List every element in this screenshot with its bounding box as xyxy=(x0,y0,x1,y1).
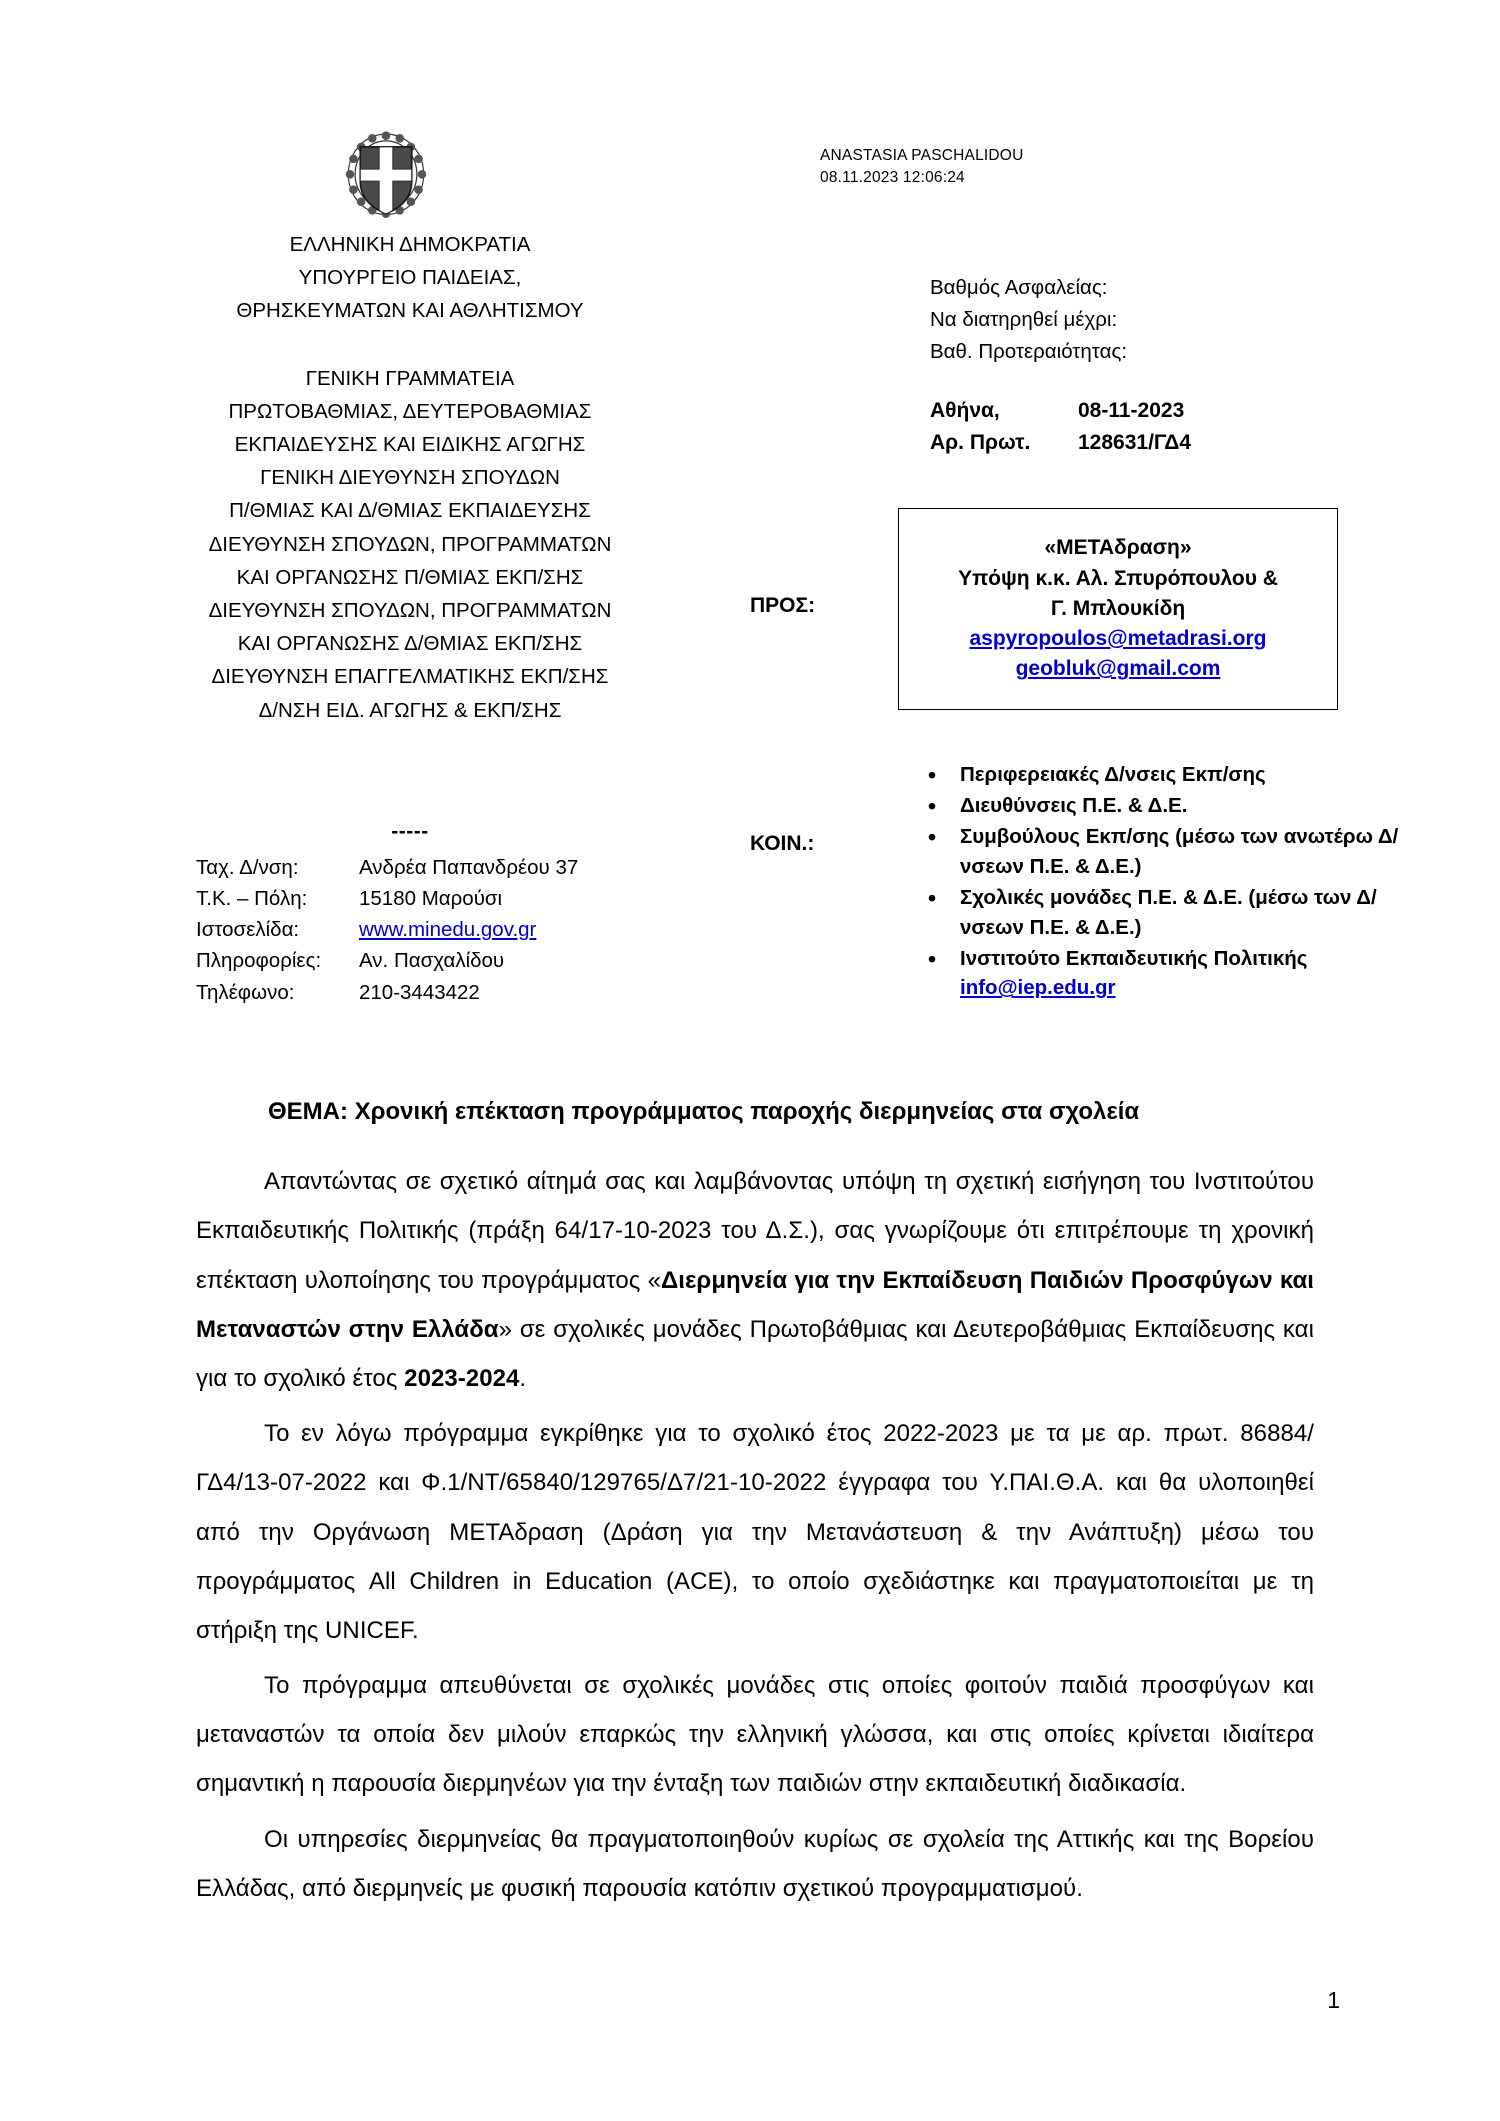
retention-label: Να διατηρηθεί μέχρι: xyxy=(930,307,1118,331)
body-paragraph: Απαντώντας σε σχετικό αίτημά σας και λαμβάνοντας υπόψη τη σχετική εισήγηση του Ινστιτούτου Εκπαιδευτικής Πολιτικής (πράξη 64/17-10-2023 του Δ.Σ.), σας γνωρίζουμε ότι επιτρέπουμε τη χρονική επέκταση υλοποίησης του προγράμματος «Διερμηνεία για την Εκπαίδευση Παιδιών Προσφύγων και Μεταναστών στην Ελλάδα» σε σχολικές μονάδες Πρωτοβάθμιας και Δευτεροβάθμιας Εκπαίδευσης και για το σχολικό έτος 2023-2024. xyxy=(196,1168,1314,1392)
letterhead-line: ΚΑΙ ΟΡΓΑΝΩΣΗΣ Π/ΘΜΙΑΣ ΕΚΠ/ΣΗΣ xyxy=(236,565,584,589)
page-number: 1 xyxy=(1327,1987,1340,2013)
recipient-attention-line: Υπόψη κ.κ. Αλ. Σπυρόπουλου & xyxy=(958,566,1278,590)
contact-value: 210-3443422 xyxy=(359,980,480,1004)
letterhead-line: ΔΙΕΥΘΥΝΣΗ ΕΠΑΓΓΕΛΜΑΤΙΚΗΣ ΕΚΠ/ΣΗΣ xyxy=(211,665,609,689)
koin-item-text: Σχολικές μονάδες Π.Ε. & Δ.Ε. (μέσω των Δ/νσεων Π.Ε. & Δ.Ε.) xyxy=(960,885,1377,939)
signature-timestamp: 08.11.2023 12:06:24 xyxy=(820,169,965,186)
koin-item-text: Διευθύνσεις Π.Ε. & Δ.Ε. xyxy=(960,793,1188,817)
protocol-number-label: Αρ. Πρωτ. xyxy=(930,430,1031,454)
list-item xyxy=(960,944,1400,1004)
greek-coat-of-arms-icon xyxy=(343,128,429,224)
recipient-email-2[interactable]: geobluk@gmail.com xyxy=(1015,657,1221,681)
protocol-block xyxy=(930,395,1191,458)
document-body xyxy=(196,1096,1314,1919)
contact-row xyxy=(196,883,578,914)
list-item xyxy=(960,760,1400,790)
contact-value: Αν. Πασχαλίδου xyxy=(359,949,505,973)
signature-name: ANASTASIA PASCHALIDOU xyxy=(820,147,1024,164)
letterhead-line: ΕΚΠΑΙΔΕΥΣΗΣ ΚΑΙ ΕΙΔΙΚΗΣ ΑΓΩΓΗΣ xyxy=(234,433,586,457)
date-value: 08-11-2023 xyxy=(1078,399,1185,422)
priority-label: Βαθ. Προτεραιότητας: xyxy=(930,339,1128,363)
contact-label: Τ.Κ. – Πόλη: xyxy=(196,887,308,911)
security-level-label: Βαθμός Ασφαλείας: xyxy=(930,276,1108,299)
digital-signature-stamp xyxy=(820,145,1140,189)
koin-item-text: Ινστιτούτο Εκπαιδευτικής Πολιτικής xyxy=(960,946,1308,970)
subject-line: ΘΕΜΑ: Χρονική επέκταση προγράμματος παροχής διερμηνείας στα σχολεία xyxy=(268,1098,1140,1125)
letterhead-line: ΠΡΩΤΟΒΑΘΜΙΑΣ, ΔΕΥΤΕΡΟΒΑΘΜΙΑΣ xyxy=(228,399,592,423)
contact-value: 15180 Μαρούσι xyxy=(359,887,503,911)
recipient-organization: «ΜΕΤΑδραση» xyxy=(1044,536,1192,560)
contact-details xyxy=(196,852,578,1008)
website-link[interactable] xyxy=(359,914,578,945)
letterhead-line: ΚΑΙ ΟΡΓΑΝΩΣΗΣ Δ/ΘΜΙΑΣ ΕΚΠ/ΣΗΣ xyxy=(237,632,583,656)
body-paragraph: Το πρόγραμμα απευθύνεται σε σχολικές μονάδες στις οποίες φοιτούν παιδιά προσφύγων και μεταναστών τα οποία δεν μιλούν επαρκώς την ελληνική γλώσσα, και στις οποίες κρίνεται ιδιαίτερα σημαντική η παρουσία διερμηνέων για την ένταξη των παιδιών στην εκπαιδευτική διαδικασία. xyxy=(196,1672,1314,1798)
letterhead-separator: ----- xyxy=(391,820,429,843)
security-classification xyxy=(930,272,1127,368)
letterhead-line: Π/ΘΜΙΑΣ ΚΑΙ Δ/ΘΜΙΑΣ ΕΚΠΑΙΔΕΥΣΗΣ xyxy=(229,499,591,523)
recipient-box xyxy=(898,508,1338,710)
contact-row xyxy=(196,945,578,976)
contact-label: Τηλέφωνο: xyxy=(196,980,295,1004)
recipient-attention-line: Γ. Μπλουκίδη xyxy=(1050,596,1186,620)
letterhead xyxy=(160,228,660,727)
letterhead-line: ΔΙΕΥΘΥΝΣΗ ΣΠΟΥΔΩΝ, ΠΡΟΓΡΑΜΜΑΤΩΝ xyxy=(208,532,612,556)
koin-recipient-list xyxy=(912,760,1400,1004)
iep-email-link[interactable]: info@iep.edu.gr xyxy=(960,976,1116,1000)
protocol-row xyxy=(930,427,1191,459)
website-link-text[interactable]: www.minedu.gov.gr xyxy=(359,918,537,942)
letterhead-line: ΥΠΟΥΡΓΕΙΟ ΠΑΙΔΕΙΑΣ, xyxy=(298,266,522,290)
protocol-number-value: 128631/ΓΔ4 xyxy=(1078,430,1192,454)
recipient-email-1[interactable]: aspyropoulos@metadrasi.org xyxy=(969,627,1267,651)
contact-value: Ανδρέα Παπανδρέου 37 xyxy=(359,856,579,879)
letterhead-line: ΓΕΝΙΚΗ ΔΙΕΥΘΥΝΣΗ ΣΠΟΥΔΩΝ xyxy=(260,466,560,490)
letterhead-spacer xyxy=(160,328,660,362)
contact-label: Πληροφορίες: xyxy=(196,949,322,973)
letterhead-line: ΕΛΛΗΝΙΚΗ ΔΗΜΟΚΡΑΤΙΑ xyxy=(289,233,531,256)
contact-row xyxy=(196,977,578,1008)
koin-item-text: Περιφερειακές Δ/νσεις Εκπ/σης xyxy=(960,763,1266,786)
list-item xyxy=(960,822,1400,882)
koin-item-text: Συμβούλους Εκπ/σης (μέσω των ανωτέρω Δ/νσεων Π.Ε. & Δ.Ε.) xyxy=(960,824,1399,878)
contact-row xyxy=(196,914,578,945)
pros-label: ΠΡΟΣ: xyxy=(750,594,816,617)
list-item xyxy=(960,791,1400,821)
contact-label: Ιστοσελίδα: xyxy=(196,918,300,942)
body-paragraph: Το εν λόγω πρόγραμμα εγκρίθηκε για το σχολικό έτος 2022-2023 με τα με αρ. πρωτ. 86884/ΓΔ4/13-07-2022 και Φ.1/ΝΤ/65840/129765/Δ7/21-10-2022 έγγραφα του Υ.ΠΑΙ.Θ.Α. και θα υλοποιηθεί από την Οργάνωση ΜΕΤΑδραση (Δράση για την Μετανάστευση & την Ανάπτυξη) μέσω του προγράμματος All Children in Education (ACE), το οποίο σχεδιάστηκε και πραγματοποιείται με τη στήριξη της UNICEF. xyxy=(196,1420,1314,1644)
protocol-row xyxy=(930,395,1191,427)
city-label: Αθήνα, xyxy=(930,399,1000,422)
contact-label: Ταχ. Δ/νση: xyxy=(196,856,299,879)
contact-row xyxy=(196,852,578,883)
letterhead-line: Δ/ΝΣΗ ΕΙΔ. ΑΓΩΓΗΣ & ΕΚΠ/ΣΗΣ xyxy=(258,698,562,722)
letterhead-line: ΓΕΝΙΚΗ ΓΡΑΜΜΑΤΕΙΑ xyxy=(305,366,515,390)
body-paragraph: Οι υπηρεσίες διερμηνείας θα πραγματοποιηθούν κυρίως σε σχολεία της Αττικής και της Βορείου Ελλάδας, από διερμηνείς με φυσική παρουσία κατόπιν σχετικού προγραμματισμού. xyxy=(196,1825,1314,1902)
list-item xyxy=(960,883,1400,943)
letterhead-line: ΘΡΗΣΚΕΥΜΑΤΩΝ ΚΑΙ ΑΘΛΗΤΙΣΜΟΥ xyxy=(236,299,584,323)
letterhead-line: ΔΙΕΥΘΥΝΣΗ ΣΠΟΥΔΩΝ, ΠΡΟΓΡΑΜΜΑΤΩΝ xyxy=(208,599,612,623)
koin-label: ΚΟΙΝ.: xyxy=(750,832,815,855)
